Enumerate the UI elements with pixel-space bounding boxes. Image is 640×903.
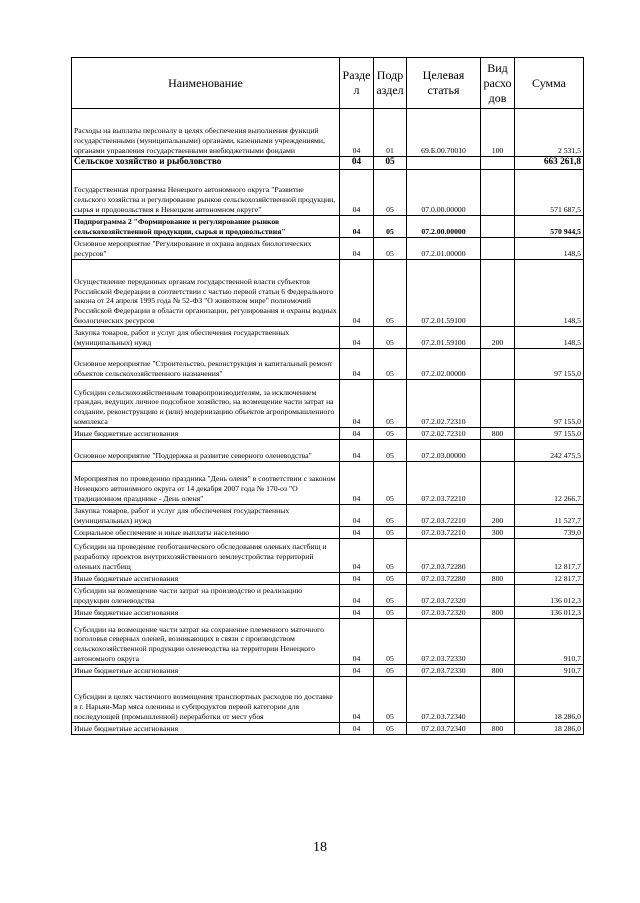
cell-name: Мероприятия по проведению праздника "День оленя" в соответствии с законом Ненецкого автономного округа от 14 декабря 2007 года № 170-оз "О традиционном празднике - День оленя" xyxy=(72,462,340,505)
header-name: Наименование xyxy=(72,58,340,109)
cell-type xyxy=(481,260,515,327)
cell-amount: 136 012,3 xyxy=(515,585,584,607)
table-row xyxy=(72,573,584,585)
cell-section: 04 xyxy=(340,462,374,505)
cell-name: Субсидии на возмещение части затрат на сохранение племенного маточного поголовья северных оленей, возникающих в связи с производством сельскохозяйственной продукции оленеводства на территории Ненецкого автономного округа xyxy=(72,619,340,665)
cell-section: 04 xyxy=(340,573,374,585)
cell-subsection: 05 xyxy=(374,440,407,462)
cell-amount: 12 266,7 xyxy=(515,462,584,505)
cell-subsection: 05 xyxy=(374,723,407,735)
cell-type xyxy=(481,585,515,607)
cell-target: 07.2.03.72210 xyxy=(407,462,481,505)
cell-section: 04 xyxy=(340,380,374,428)
cell-amount: 18 286,0 xyxy=(515,723,584,735)
cell-target: 07.2.03.72340 xyxy=(407,677,481,723)
cell-type: 800 xyxy=(481,665,515,677)
cell-name: Субсидии сельскохозяйственным товаропроизводителям, за исключением граждан, ведущих личное подсобное хозяйство, на возмещение части затрат на создание, реконструкцию и (или) модернизацию объектов агропромышленного комплекса xyxy=(72,380,340,428)
table-row xyxy=(72,349,584,380)
cell-section: 04 xyxy=(340,327,374,349)
cell-subsection: 05 xyxy=(374,665,407,677)
cell-target: 07.2.03.72210 xyxy=(407,527,481,539)
cell-section: 04 xyxy=(340,170,374,216)
cell-subsection: 05 xyxy=(374,170,407,216)
cell-subsection: 05 xyxy=(374,260,407,327)
cell-target: 07.2.03.72330 xyxy=(407,619,481,665)
cell-type xyxy=(481,539,515,573)
cell-type: 800 xyxy=(481,573,515,585)
cell-section: 04 xyxy=(340,440,374,462)
cell-target: 07.2.01.59100 xyxy=(407,260,481,327)
cell-type: 100 xyxy=(481,109,515,157)
table-row xyxy=(72,216,584,238)
table-row xyxy=(72,505,584,527)
cell-type xyxy=(481,238,515,260)
cell-type xyxy=(481,170,515,216)
table-row xyxy=(72,157,584,170)
cell-type: 300 xyxy=(481,527,515,539)
cell-subsection: 05 xyxy=(374,216,407,238)
cell-name: Закупка товаров, работ и услуг для обеспечения государственных (муниципальных) нужд xyxy=(72,327,340,349)
cell-target: 07.2.03.72330 xyxy=(407,665,481,677)
cell-subsection: 05 xyxy=(374,327,407,349)
cell-section: 04 xyxy=(340,723,374,735)
cell-amount: 148,5 xyxy=(515,238,584,260)
cell-name: Иные бюджетные ассигнования xyxy=(72,723,340,735)
cell-type xyxy=(481,677,515,723)
cell-subsection: 05 xyxy=(374,349,407,380)
header-target: Целевая статья xyxy=(407,58,481,109)
table-row xyxy=(72,238,584,260)
cell-target: 07.2.03.72210 xyxy=(407,505,481,527)
cell-type xyxy=(481,440,515,462)
cell-name: Субсидии в целях частичного возмещения транспортных расходов по доставке в г. Нарьян-Мар мяса оленины и субпродуктов первой категории для последующей (промышленной) переработки от мест убоя xyxy=(72,677,340,723)
cell-name: Подпрограмма 2 "Формирование и регулирование рынков сельскохозяйственной продукции, сырья и продовольствия" xyxy=(72,216,340,238)
cell-subsection: 05 xyxy=(374,607,407,619)
cell-target: 69.Б.00.70010 xyxy=(407,109,481,157)
cell-amount: 97 155,0 xyxy=(515,380,584,428)
cell-section: 04 xyxy=(340,260,374,327)
cell-subsection: 05 xyxy=(374,585,407,607)
cell-subsection: 05 xyxy=(374,539,407,573)
cell-section: 04 xyxy=(340,157,374,170)
cell-amount: 242 475,5 xyxy=(515,440,584,462)
cell-amount: 739,0 xyxy=(515,527,584,539)
table-row xyxy=(72,619,584,665)
cell-type: 200 xyxy=(481,327,515,349)
table-row xyxy=(72,585,584,607)
cell-target: 07.2.02.72310 xyxy=(407,428,481,440)
cell-section: 04 xyxy=(340,607,374,619)
header-amount: Сумма xyxy=(515,58,584,109)
budget-table xyxy=(71,57,584,735)
table-row xyxy=(72,677,584,723)
cell-section: 04 xyxy=(340,349,374,380)
cell-amount: 910,7 xyxy=(515,619,584,665)
table-row xyxy=(72,109,584,157)
table-body xyxy=(72,109,584,735)
cell-type xyxy=(481,462,515,505)
cell-type xyxy=(481,157,515,170)
cell-subsection: 05 xyxy=(374,380,407,428)
cell-amount: 12 817,7 xyxy=(515,539,584,573)
cell-target: 07.2.02.72310 xyxy=(407,380,481,428)
cell-subsection: 05 xyxy=(374,238,407,260)
cell-name: Иные бюджетные ассигнования xyxy=(72,607,340,619)
cell-target: 07.2.03.72340 xyxy=(407,723,481,735)
cell-name: Иные бюджетные ассигнования xyxy=(72,428,340,440)
cell-section: 04 xyxy=(340,619,374,665)
cell-subsection: 05 xyxy=(374,462,407,505)
page-number: 18 xyxy=(313,840,327,855)
cell-target: 07.2.01.00000 xyxy=(407,238,481,260)
cell-amount: 97 155,0 xyxy=(515,428,584,440)
cell-section: 04 xyxy=(340,109,374,157)
cell-amount: 148,5 xyxy=(515,327,584,349)
cell-section: 04 xyxy=(340,505,374,527)
cell-type xyxy=(481,349,515,380)
cell-target: 07.0.00.00000 xyxy=(407,170,481,216)
cell-target: 07.2.03.72320 xyxy=(407,607,481,619)
cell-name: Основное мероприятие "Поддержка и развитие северного оленеводства" xyxy=(72,440,340,462)
cell-target: 07.2.03.72280 xyxy=(407,573,481,585)
table-row xyxy=(72,260,584,327)
cell-target: 07.2.02.00000 xyxy=(407,349,481,380)
cell-name: Расходы на выплаты персоналу в целях обеспечения выполнения функций государственными (муниципальными) органами, казенными учреждениями, органами управления государственными внебюджетными фондами xyxy=(72,109,340,157)
cell-target: 07.2.00.00000 xyxy=(407,216,481,238)
cell-target: 07.2.03.00000 xyxy=(407,440,481,462)
table-row xyxy=(72,723,584,735)
cell-subsection: 05 xyxy=(374,677,407,723)
cell-target: 07.2.03.72320 xyxy=(407,585,481,607)
cell-subsection: 05 xyxy=(374,428,407,440)
cell-target: 07.2.01.59100 xyxy=(407,327,481,349)
cell-type xyxy=(481,380,515,428)
table-row xyxy=(72,539,584,573)
cell-section: 04 xyxy=(340,216,374,238)
cell-amount: 663 261,8 xyxy=(515,157,584,170)
cell-subsection: 05 xyxy=(374,619,407,665)
table-row xyxy=(72,665,584,677)
table-row xyxy=(72,462,584,505)
table-row xyxy=(72,428,584,440)
cell-section: 04 xyxy=(340,665,374,677)
cell-name: Закупка товаров, работ и услуг для обеспечения государственных (муниципальных) нужд xyxy=(72,505,340,527)
header-type: Вид расхо дов xyxy=(481,58,515,109)
cell-subsection: 05 xyxy=(374,505,407,527)
cell-name: Иные бюджетные ассигнования xyxy=(72,665,340,677)
cell-target xyxy=(407,157,481,170)
cell-name: Государственная программа Ненецкого автономного округа "Развитие сельского хозяйства и регулирование рынков сельскохозяйственной продукции, сырья и продовольствия в Ненецком автономном округе" xyxy=(72,170,340,216)
cell-amount: 97 155,0 xyxy=(515,349,584,380)
cell-subsection: 05 xyxy=(374,573,407,585)
cell-section: 04 xyxy=(340,539,374,573)
table-row xyxy=(72,527,584,539)
cell-name: Субсидии на проведение геоботанического обследования оленьих пастбищ и разработку проектов внутрихозяйственного землеустройства территорий оленьих пастбищ xyxy=(72,539,340,573)
table-header xyxy=(72,58,584,109)
cell-section: 04 xyxy=(340,527,374,539)
cell-amount: 2 531,5 xyxy=(515,109,584,157)
table-row xyxy=(72,170,584,216)
header-subsection: Подр аздел xyxy=(374,58,407,109)
cell-amount: 11 527,7 xyxy=(515,505,584,527)
cell-name: Социальное обеспечение и иные выплаты населению xyxy=(72,527,340,539)
cell-target: 07.2.03.72280 xyxy=(407,539,481,573)
cell-name: Основное мероприятие "Строительство, реконструкция и капитальный ремонт объектов сельскохозяйственного назначения" xyxy=(72,349,340,380)
cell-amount: 18 286,0 xyxy=(515,677,584,723)
cell-amount: 136 012,3 xyxy=(515,607,584,619)
cell-type: 800 xyxy=(481,607,515,619)
cell-name: Субсидии на возмещение части затрат на производство и реализацию продукции оленеводства xyxy=(72,585,340,607)
cell-type: 800 xyxy=(481,428,515,440)
cell-amount: 12 817,7 xyxy=(515,573,584,585)
cell-name: Сельское хозяйство и рыболовство xyxy=(72,157,340,170)
cell-amount: 910,7 xyxy=(515,665,584,677)
cell-type: 800 xyxy=(481,723,515,735)
cell-section: 04 xyxy=(340,677,374,723)
table-row xyxy=(72,607,584,619)
cell-type: 200 xyxy=(481,505,515,527)
cell-type xyxy=(481,216,515,238)
cell-amount: 570 944,5 xyxy=(515,216,584,238)
cell-name: Осуществление переданных органам государственной власти субъектов Российской Федерации в соответствии с частью первой статьи 6 Федерального закона от 24 апреля 1995 года № 52-ФЗ "О животном мире" полномочий Российской Федерации в области организации, регулирования и охраны водных биологических ресурсов xyxy=(72,260,340,327)
cell-section: 04 xyxy=(340,428,374,440)
cell-section: 04 xyxy=(340,585,374,607)
cell-subsection: 05 xyxy=(374,527,407,539)
table-row xyxy=(72,380,584,428)
table-row xyxy=(72,327,584,349)
cell-type xyxy=(481,619,515,665)
table-row xyxy=(72,440,584,462)
cell-amount: 571 687,5 xyxy=(515,170,584,216)
header-section: Разде л xyxy=(340,58,374,109)
cell-section: 04 xyxy=(340,238,374,260)
cell-name: Иные бюджетные ассигнования xyxy=(72,573,340,585)
cell-subsection: 05 xyxy=(374,157,407,170)
cell-name: Основное мероприятие "Регулирование и охрана водных биологических ресурсов" xyxy=(72,238,340,260)
cell-amount: 148,5 xyxy=(515,260,584,327)
cell-subsection: 01 xyxy=(374,109,407,157)
